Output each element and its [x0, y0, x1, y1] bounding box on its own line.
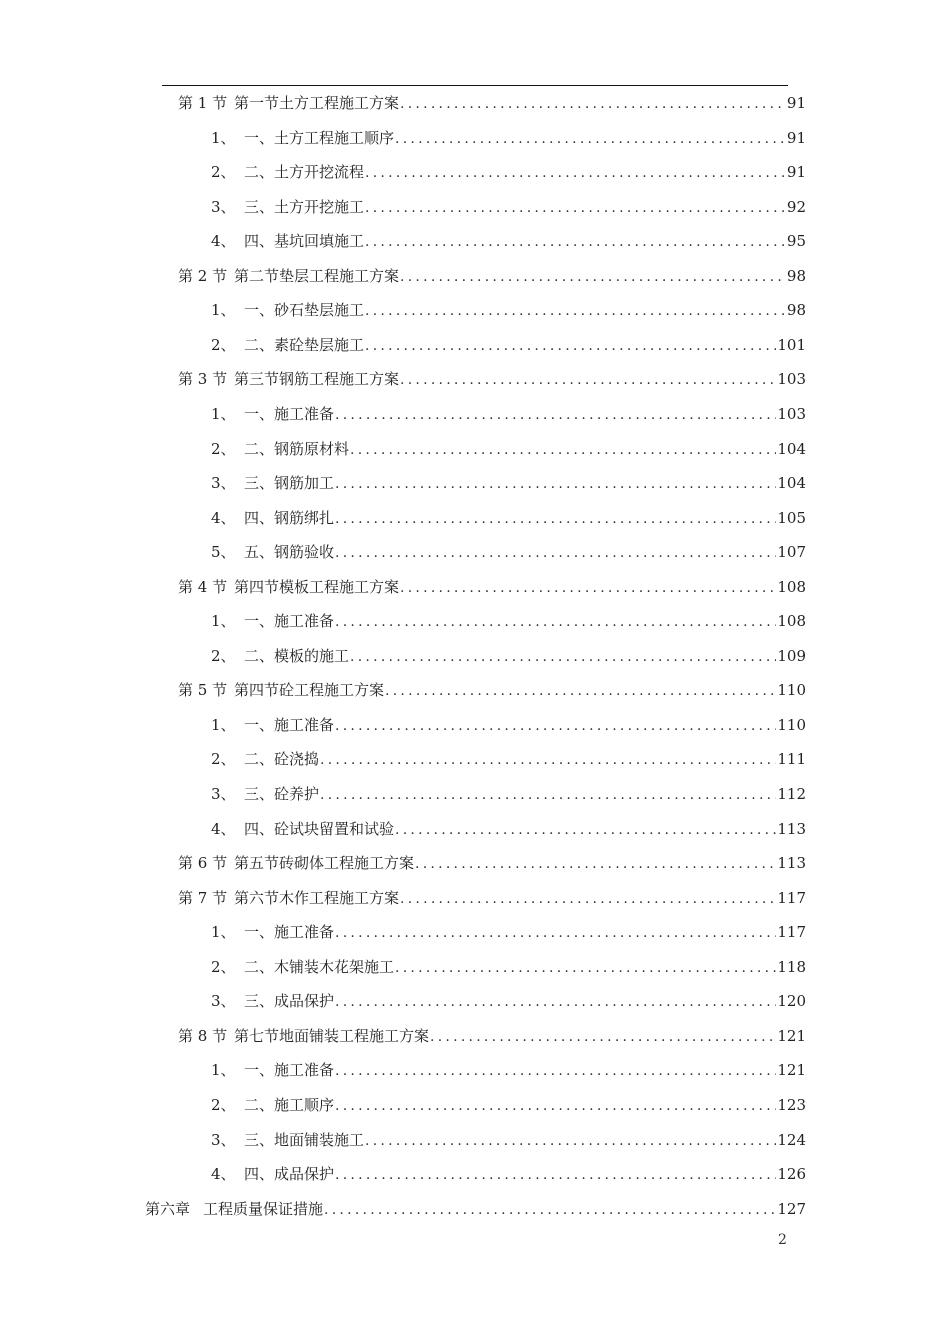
- toc-entry-chapter[interactable]: [145, 1198, 806, 1220]
- toc-entry-section[interactable]: [178, 368, 806, 390]
- toc-entry-number: 1、: [211, 715, 236, 734]
- toc-entry-number: 1、: [211, 612, 236, 631]
- toc-entry-page: 103: [777, 370, 806, 389]
- toc-entry-item[interactable]: [211, 161, 806, 183]
- toc-entry-number: 1、: [211, 404, 236, 423]
- dot-leader: [335, 922, 776, 943]
- toc-entry-title: 一、施工准备: [244, 1061, 335, 1080]
- toc-entry-item[interactable]: [211, 921, 806, 943]
- toc-entry-item[interactable]: [211, 1094, 806, 1116]
- dot-leader: [335, 991, 776, 1012]
- toc-entry-page: 91: [786, 163, 806, 182]
- toc-entry-title: 一、砂石垫层施工: [244, 301, 365, 320]
- dot-leader: [430, 1026, 776, 1047]
- toc-entry-number: 第 6 节: [178, 854, 228, 873]
- toc-entry-page: 118: [777, 957, 806, 976]
- dot-leader: [335, 508, 776, 529]
- toc-entry-item[interactable]: [211, 783, 806, 805]
- toc-entry-number: 2、: [211, 646, 236, 665]
- dot-leader: [320, 749, 776, 770]
- toc-entry-title: 三、地面铺装施工: [244, 1130, 365, 1149]
- toc-entry-page: 108: [777, 577, 806, 596]
- toc-entry-title: 三、砼养护: [244, 785, 320, 803]
- toc-entry-page: 92: [786, 197, 806, 216]
- dot-leader: [335, 715, 776, 736]
- toc-entry-title: 第二节垫层工程施工方案: [234, 266, 400, 285]
- dot-leader: [350, 439, 776, 460]
- toc-entry-title: 二、木铺装木花架施工: [244, 957, 395, 976]
- dot-leader: [365, 1130, 776, 1151]
- toc-entry-title: 一、施工准备: [244, 715, 335, 734]
- toc-entry-number: 2、: [211, 750, 236, 769]
- toc-entry-page: 127: [777, 1199, 806, 1218]
- toc-entry-number: 第 5 节: [178, 681, 228, 700]
- toc-entry-item[interactable]: [211, 541, 806, 563]
- toc-entry-section[interactable]: [178, 576, 806, 598]
- toc-entry-number: 第 1 节: [178, 94, 228, 112]
- toc-entry-page: 98: [786, 266, 806, 285]
- dot-leader: [395, 957, 776, 978]
- toc-entry-item[interactable]: [211, 127, 806, 149]
- dot-leader: [365, 197, 786, 218]
- toc-entry-title: 四、钢筋绑扎: [244, 508, 335, 527]
- toc-entry-title: 三、土方开挖施工: [244, 197, 365, 216]
- toc-entry-title: 第七节地面铺装工程施工方案: [234, 1026, 430, 1045]
- toc-entry-number: 3、: [211, 785, 236, 803]
- toc-entry-number: 3、: [211, 1130, 236, 1149]
- toc-entry-section[interactable]: [178, 265, 806, 287]
- toc-entry-number: 1、: [211, 301, 236, 320]
- toc-entry-page: 107: [777, 543, 806, 562]
- toc-entry-title: 第一节土方工程施工方案: [234, 94, 400, 112]
- toc-entry-page: 104: [777, 474, 806, 493]
- toc-entry-title: 一、施工准备: [244, 612, 335, 631]
- dot-leader: [335, 1060, 776, 1081]
- dot-leader: [385, 680, 776, 701]
- toc-entry-page: 117: [777, 923, 806, 942]
- toc-entry-number: 第六章: [145, 1199, 191, 1218]
- toc-entry-number: 4、: [211, 508, 236, 527]
- toc-entry-number: 2、: [211, 439, 236, 458]
- toc-entry-page: 98: [786, 301, 806, 320]
- toc-entry-page: 104: [777, 439, 806, 458]
- dot-leader: [365, 335, 776, 356]
- toc-entry-page: 120: [777, 992, 806, 1011]
- dot-leader: [335, 611, 776, 632]
- toc-entry-page: 110: [777, 681, 806, 700]
- toc-entry-number: 3、: [211, 197, 236, 216]
- dot-leader: [400, 369, 776, 390]
- toc-entry-title: 第三节钢筋工程施工方案: [234, 370, 400, 389]
- toc-entry-item[interactable]: [211, 230, 806, 252]
- dot-leader: [395, 819, 776, 840]
- toc-entry-title: 一、施工准备: [244, 404, 335, 423]
- toc-entry-page: 121: [777, 1061, 806, 1080]
- toc-entry-item[interactable]: [211, 818, 806, 840]
- toc-entry-page: 112: [777, 785, 806, 803]
- toc-entry-section[interactable]: [178, 852, 806, 874]
- toc-entry-title: 第五节砖砌体工程施工方案: [234, 854, 415, 873]
- dot-leader: [335, 542, 776, 563]
- toc-entry-number: 2、: [211, 163, 236, 182]
- dot-leader: [335, 1095, 776, 1116]
- toc-entry-item[interactable]: [211, 610, 806, 632]
- toc-entry-title: 第四节模板工程施工方案: [234, 577, 400, 596]
- toc-entry-item[interactable]: [211, 438, 806, 460]
- dot-leader: [415, 853, 776, 874]
- toc-entry-item[interactable]: [211, 645, 806, 667]
- toc-entry-number: 4、: [211, 819, 236, 838]
- toc-entry-title: 三、钢筋加工: [244, 474, 335, 493]
- toc-entry-item[interactable]: [211, 472, 806, 494]
- toc-entry-item[interactable]: [211, 299, 806, 321]
- toc-entry-number: 2、: [211, 335, 236, 354]
- dot-leader: [400, 93, 786, 114]
- toc-entry-item[interactable]: [211, 956, 806, 978]
- toc-entry-page: 123: [777, 1095, 806, 1114]
- toc-entry-page: 105: [777, 508, 806, 527]
- toc-entry-page: 110: [777, 715, 806, 734]
- toc-entry-number: 1、: [211, 1061, 236, 1080]
- toc-entry-page: 109: [777, 646, 806, 665]
- page-number: 2: [778, 1232, 787, 1248]
- toc-entry-title: 二、砼浇捣: [244, 750, 320, 769]
- toc-entry-title: 第六节木作工程施工方案: [234, 888, 400, 907]
- toc-entry-item[interactable]: [211, 334, 806, 356]
- toc-entry-number: 3、: [211, 474, 236, 493]
- toc-entry-title: 第四节砼工程施工方案: [234, 681, 385, 700]
- dot-leader: [365, 231, 786, 252]
- toc-entry-page: 91: [786, 128, 806, 147]
- toc-entry-section[interactable]: [178, 679, 806, 701]
- toc-entry-page: 111: [777, 750, 806, 769]
- toc-entry-item[interactable]: [211, 507, 806, 529]
- toc-entry-title: 三、成品保护: [244, 992, 335, 1011]
- toc-entry-title: 五、钢筋验收: [244, 543, 335, 562]
- toc-entry-page: 113: [777, 854, 806, 873]
- toc-entry-title: 一、土方工程施工顺序: [244, 128, 395, 147]
- toc-entry-item[interactable]: [211, 748, 806, 770]
- toc-entry-item[interactable]: [211, 1059, 806, 1081]
- toc-entry-title: 二、施工顺序: [244, 1095, 335, 1114]
- toc-entry-page: 113: [777, 819, 806, 838]
- toc-entry-number: 5、: [211, 543, 236, 562]
- toc-entry-title: 四、成品保护: [244, 1165, 335, 1184]
- toc-entry-page: 108: [777, 612, 806, 631]
- toc-entry-number: 第 8 节: [178, 1026, 228, 1045]
- toc-entry-number: 2、: [211, 957, 236, 976]
- dot-leader: [350, 646, 776, 667]
- toc-entry-title: 一、施工准备: [244, 923, 335, 942]
- toc-entry-number: 1、: [211, 128, 236, 147]
- toc-entry-title: 四、基坑回填施工: [244, 232, 365, 251]
- toc-entry-section[interactable]: [178, 887, 806, 909]
- toc-entry-section[interactable]: [178, 1025, 806, 1047]
- dot-leader: [400, 266, 786, 287]
- toc-entry-title: 工程质量保证措施: [203, 1199, 324, 1218]
- toc-entry-title: 二、模板的施工: [244, 646, 350, 665]
- toc-entry-page: 117: [777, 888, 806, 907]
- toc-entry-number: 第 2 节: [178, 266, 228, 285]
- toc-entry-number: 4、: [211, 1165, 236, 1184]
- header-rule: [162, 85, 788, 86]
- dot-leader: [395, 128, 786, 149]
- toc-entry-title: 二、钢筋原材料: [244, 439, 350, 458]
- toc-entry-title: 二、土方开挖流程: [244, 163, 365, 182]
- toc-entry-item[interactable]: [211, 714, 806, 736]
- toc-entry-page: 91: [786, 94, 806, 112]
- toc-entry-number: 第 3 节: [178, 370, 228, 389]
- toc-entry-item[interactable]: [211, 1163, 806, 1185]
- toc-entry-number: 第 4 节: [178, 577, 228, 596]
- toc-entry-item[interactable]: [211, 196, 806, 218]
- toc-entry-title: 四、砼试块留置和试验: [244, 819, 395, 838]
- toc-entry-page: 124: [777, 1130, 806, 1149]
- toc-entry-item[interactable]: [211, 1129, 806, 1151]
- toc-entry-number: 第 7 节: [178, 888, 228, 907]
- toc-entry-number: 4、: [211, 232, 236, 251]
- toc-entry-number: 3、: [211, 992, 236, 1011]
- toc-entry-page: 103: [777, 404, 806, 423]
- dot-leader: [335, 404, 776, 425]
- dot-leader: [365, 300, 786, 321]
- toc-entry-title: 二、素砼垫层施工: [244, 335, 365, 354]
- toc-entry-number: 1、: [211, 923, 236, 942]
- toc-entry-page: 101: [777, 335, 806, 354]
- toc-entry-page: 126: [777, 1165, 806, 1184]
- dot-leader: [320, 784, 776, 805]
- toc-entry-item[interactable]: [211, 990, 806, 1012]
- dot-leader: [365, 162, 786, 183]
- dot-leader: [335, 473, 776, 494]
- dot-leader: [335, 1164, 776, 1185]
- toc-entry-item[interactable]: [211, 403, 806, 425]
- toc-entry-page: 121: [777, 1026, 806, 1045]
- toc-entry-page: 95: [786, 232, 806, 251]
- dot-leader: [400, 888, 776, 909]
- dot-leader: [400, 577, 776, 598]
- dot-leader: [324, 1199, 776, 1220]
- toc-entry-section[interactable]: [178, 92, 806, 114]
- toc-entry-number: 2、: [211, 1095, 236, 1114]
